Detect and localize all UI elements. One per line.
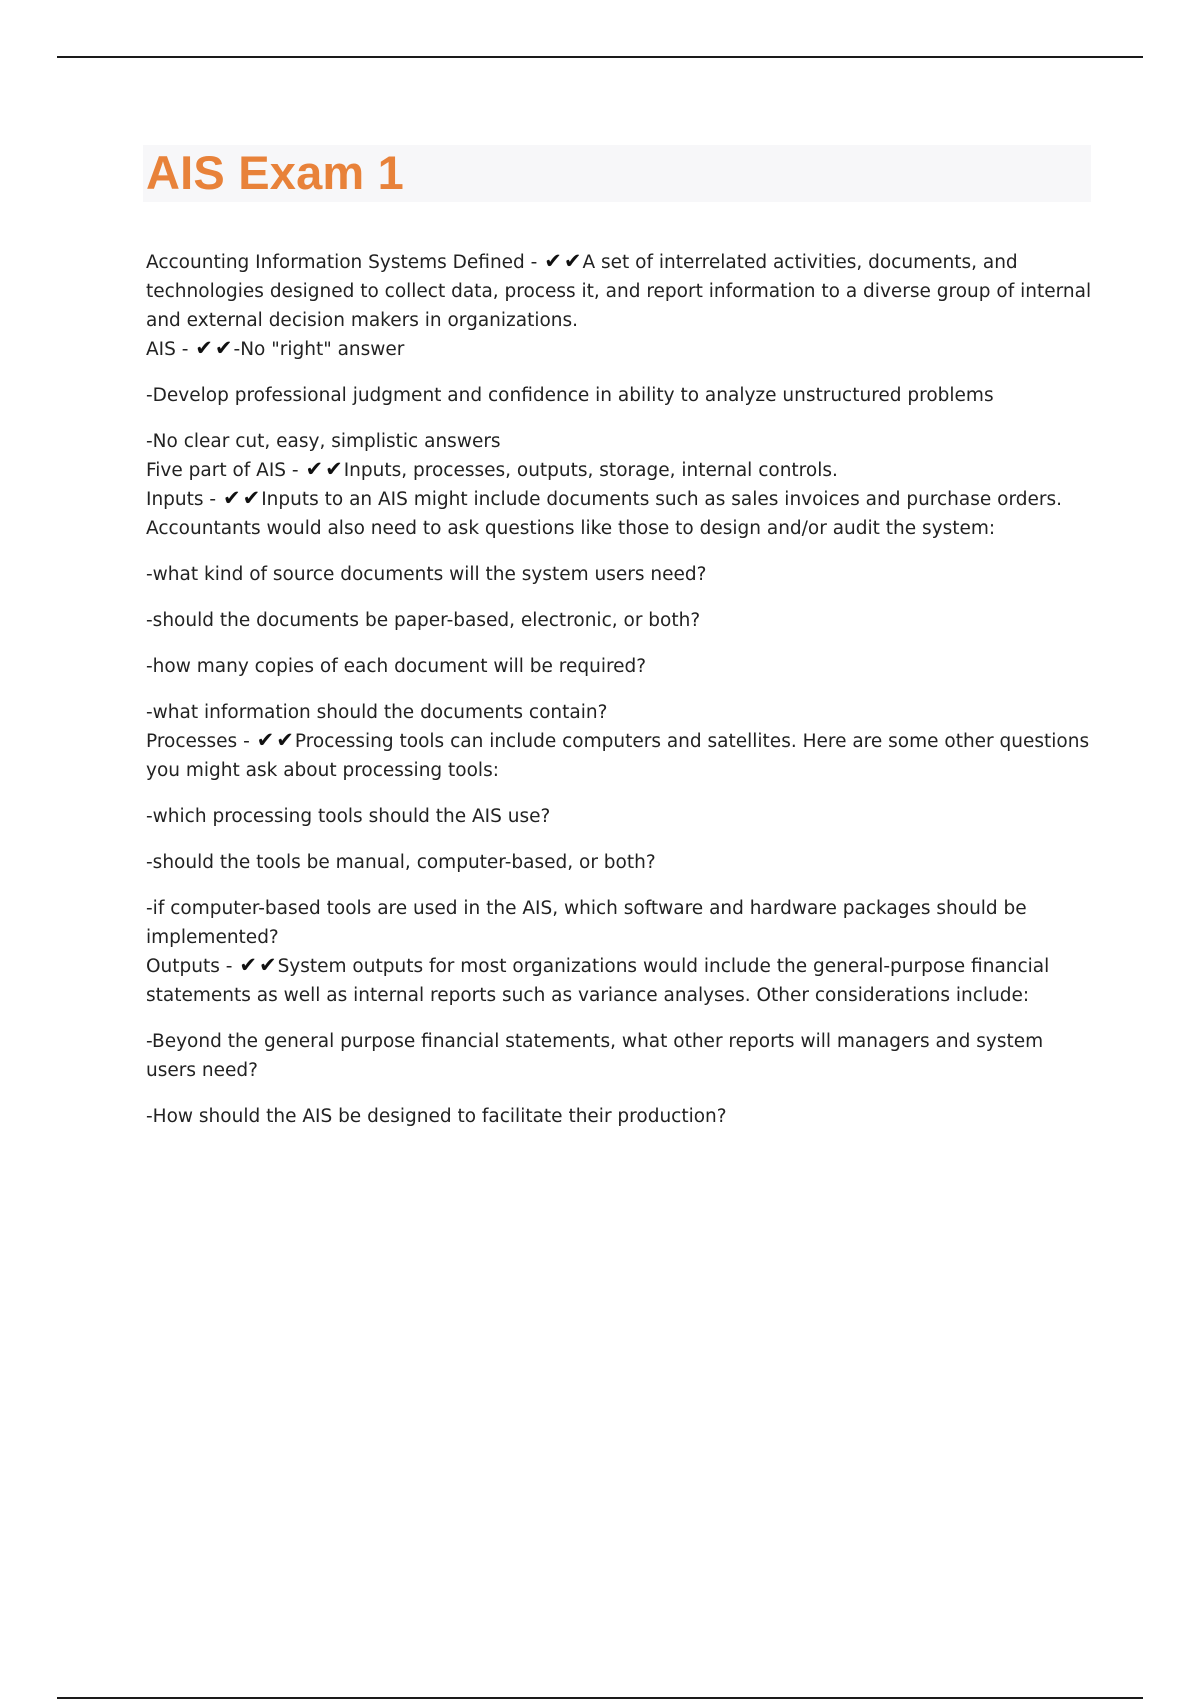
entry-detail-line: -Develop professional judgment and confidence in ability to analyze unstructured problems [146, 385, 994, 406]
entry-term: Outputs - [146, 956, 239, 977]
entry-answer: Inputs, processes, outputs, storage, internal controls. [343, 460, 838, 481]
entry-main-line [146, 335, 1096, 364]
entry-detail-line: -No clear cut, easy, simplistic answers [146, 431, 501, 452]
flashcard-list [146, 248, 1096, 1131]
entry-detail-line: -how many copies of each document will be required? [146, 656, 647, 677]
entry-term: Processes - [146, 731, 256, 752]
entry-five-parts [146, 456, 1096, 485]
entry-processes [146, 727, 1096, 952]
checkmark-icon: ✔ [305, 457, 324, 481]
checkmark-icon: ✔ [256, 728, 275, 752]
checkmark-icon: ✔ [242, 486, 261, 510]
entry-answer: Inputs to an AIS might include documents such as sales invoices and purchase orders. Accountants would also need to ask questions like those to design and/or audit the system: [146, 489, 1062, 539]
entry-main-line [146, 952, 1096, 1010]
entry-detail-line: -Beyond the general purpose financial statements, what other reports will managers and system users need? [146, 1031, 1044, 1081]
checkmark-icon: ✔ [276, 728, 294, 752]
entry-term: Accounting Information Systems Defined - [146, 252, 544, 273]
entry-main-line [146, 727, 1096, 785]
checkmark-icon: ✔ [325, 457, 343, 481]
checkmark-icon: ✔ [563, 249, 582, 273]
entry-outputs [146, 952, 1096, 1131]
checkmark-icon: ✔ [544, 249, 562, 273]
entry-detail-line: -How should the AIS be designed to facilitate their production? [146, 1106, 727, 1127]
entry-answer: System outputs for most organizations would include the general-purpose financial statements as well as internal reports such as variance analyses. Other considerations include: [146, 956, 1050, 1006]
checkmark-icon: ✔ [258, 953, 277, 977]
entry-term: Five part of AIS - [146, 460, 305, 481]
entry-main-line [146, 456, 1096, 485]
checkmark-icon: ✔ [214, 336, 233, 360]
entry-answer: -No "right" answer [233, 339, 405, 360]
entry-main-line [146, 248, 1096, 335]
page-title: AIS Exam 1 [146, 146, 405, 199]
header-rule [57, 56, 1143, 58]
entry-term: Inputs - [146, 489, 222, 510]
entry-ais [146, 335, 1096, 456]
entry-detail-line: -what kind of source documents will the system users need? [146, 564, 707, 585]
footer-rule [57, 1697, 1143, 1699]
entry-answer: Processing tools can include computers and satellites. Here are some other questions you might ask about processing tools: [146, 731, 1090, 781]
entry-ais-defined [146, 248, 1096, 335]
entry-main-line [146, 485, 1096, 543]
entry-detail-line: -which processing tools should the AIS use? [146, 806, 551, 827]
entry-detail-line: -should the documents be paper-based, electronic, or both? [146, 610, 701, 631]
checkmark-icon: ✔ [195, 336, 213, 360]
entry-detail-line: -should the tools be manual, computer-based, or both? [146, 852, 656, 873]
entry-detail-line: -if computer-based tools are used in the AIS, which software and hardware packages should be implemented? [146, 898, 1027, 948]
entry-detail-line: -what information should the documents contain? [146, 702, 608, 723]
checkmark-icon: ✔ [239, 953, 257, 977]
checkmark-icon: ✔ [222, 486, 241, 510]
entry-term: AIS - [146, 339, 195, 360]
entry-answer: A set of interrelated activities, documents, and technologies designed to collect data, process it, and report information to a diverse group of internal and external decision makers in organizations. [146, 252, 1092, 331]
entry-inputs [146, 485, 1096, 727]
